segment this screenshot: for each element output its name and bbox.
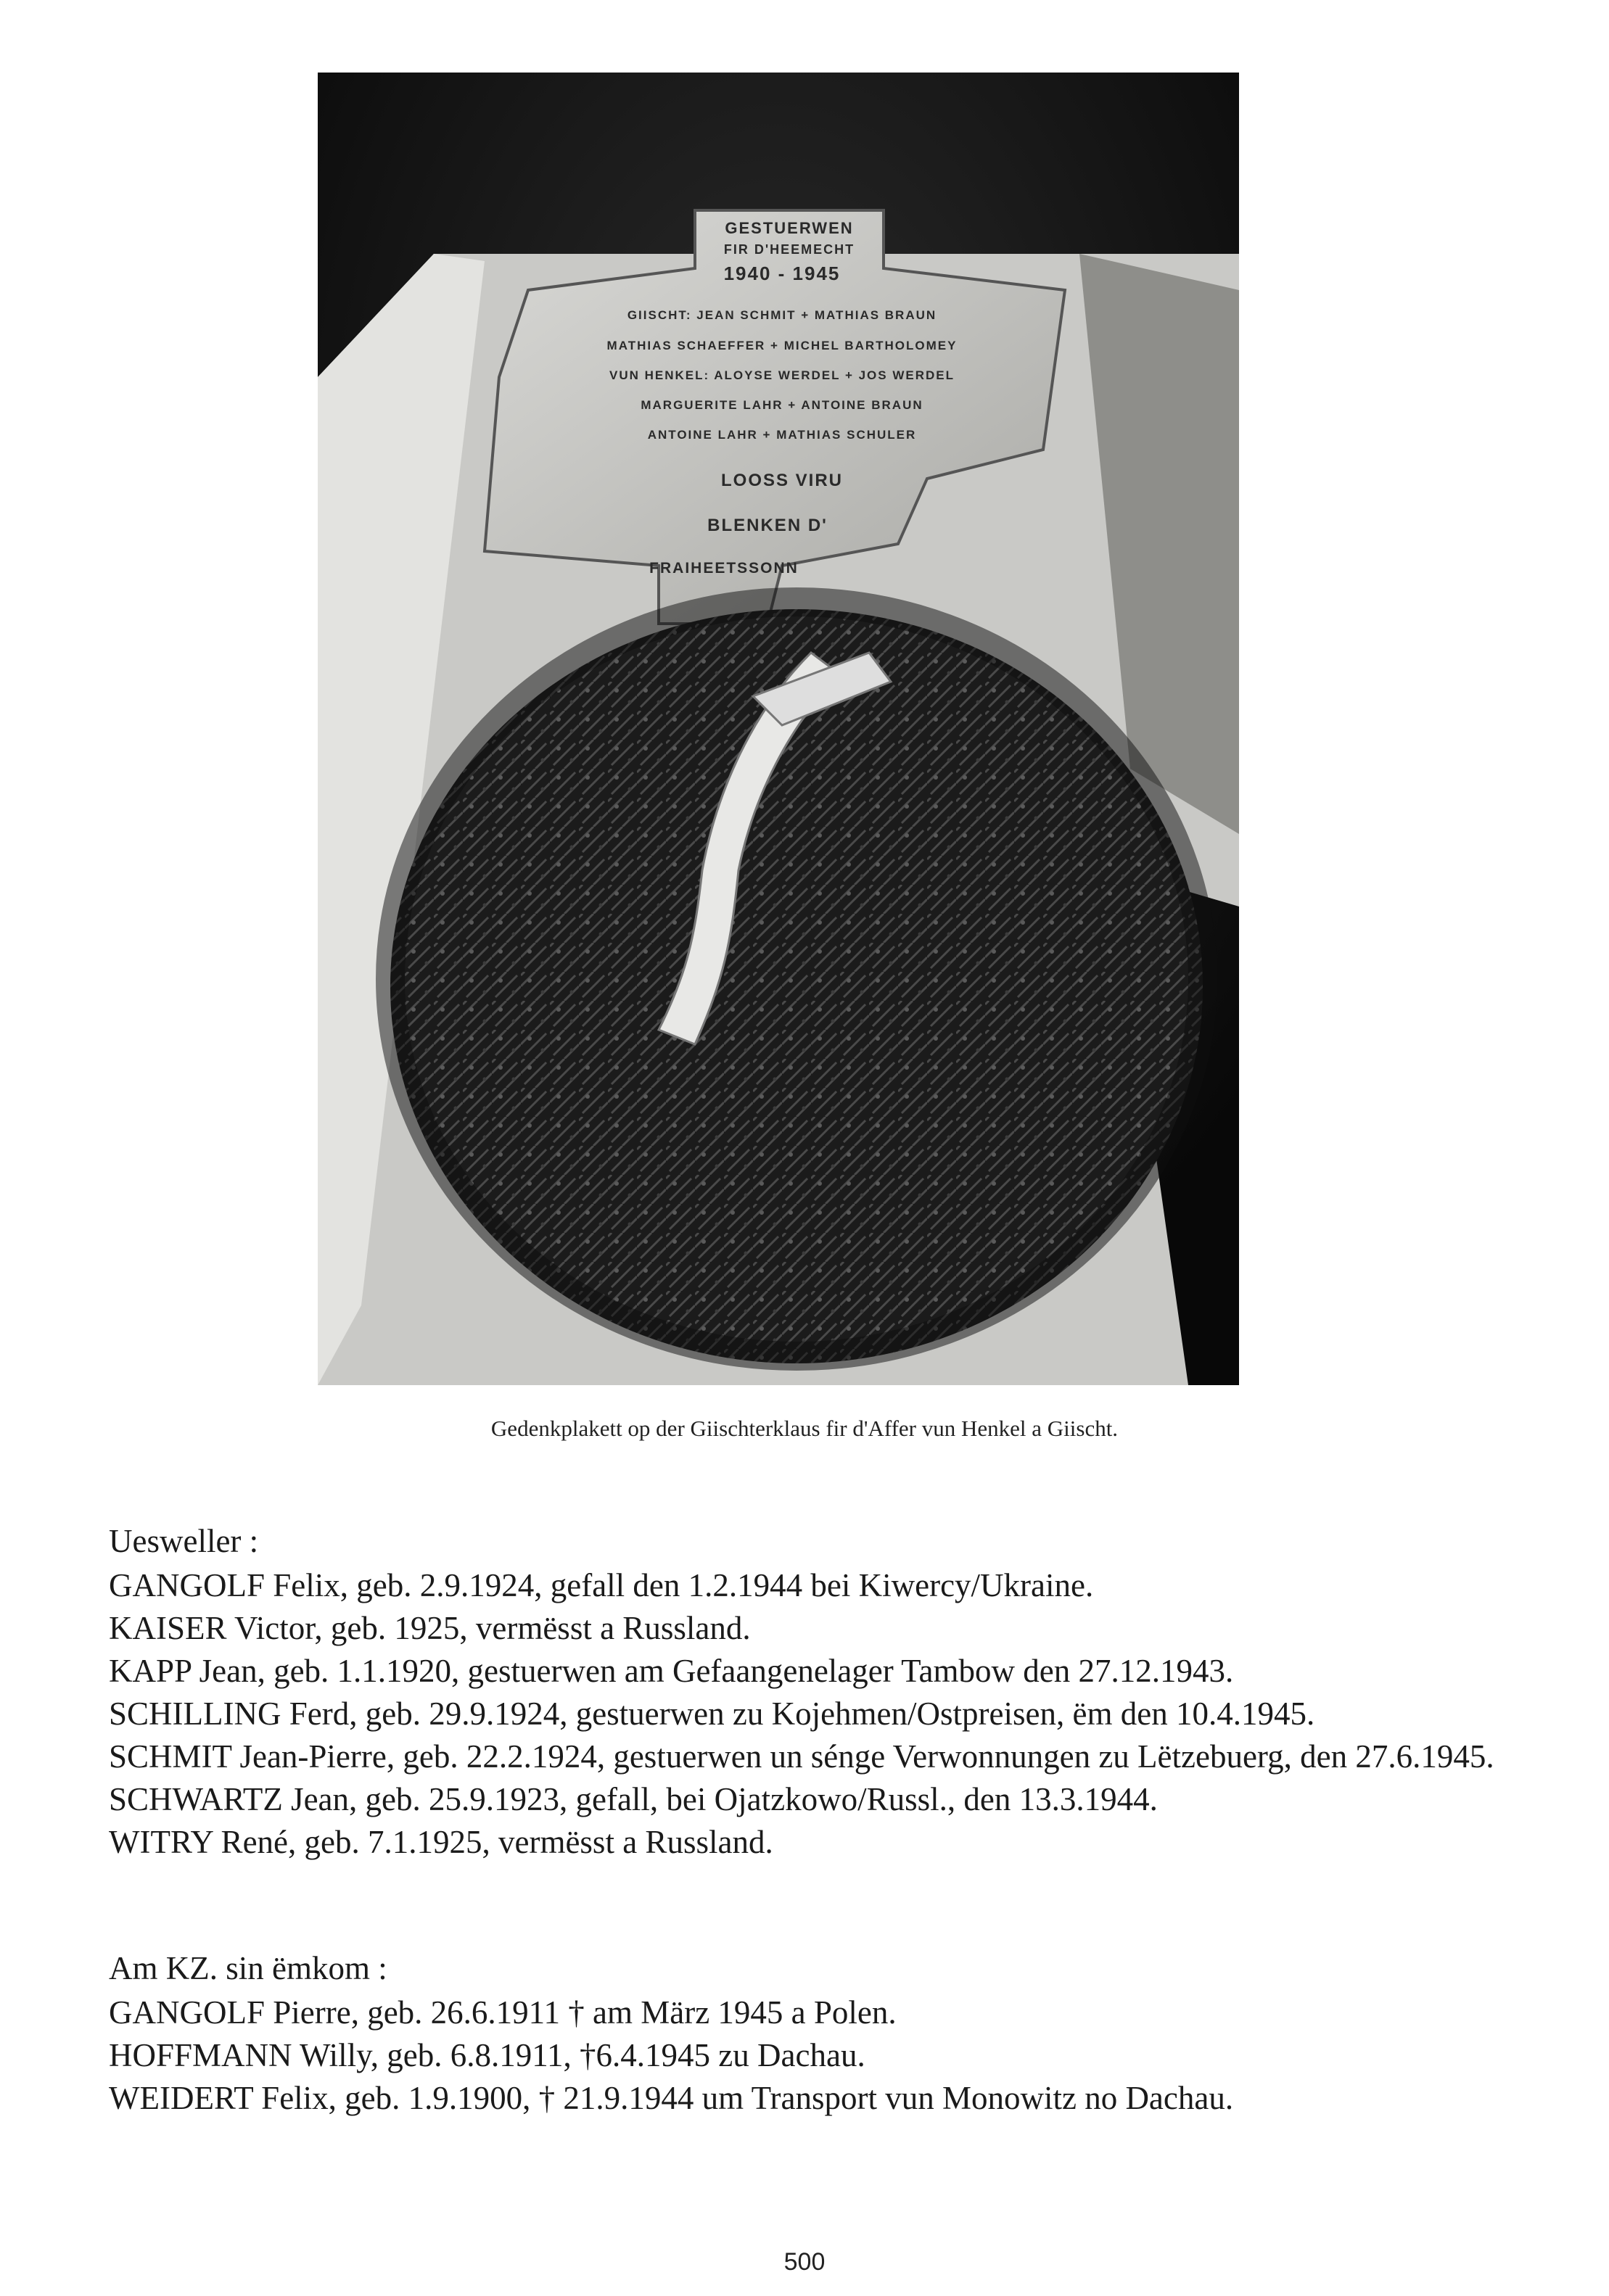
svg-text:MATHIAS SCHAEFFER + MICHEL BAR: MATHIAS SCHAEFFER + MICHEL BARTHOLOMEY	[606, 339, 958, 352]
svg-text:BLENKEN D': BLENKEN D'	[707, 516, 828, 535]
svg-text:1940 - 1945: 1940 - 1945	[723, 263, 841, 284]
section-kz	[109, 1947, 1523, 2120]
list-item: SCHMIT Jean-Pierre, geb. 22.2.1924, gestuerwen un sénge Verwonnungen zu Lëtzebuerg, den 27.6.1945.	[109, 1738, 1494, 1775]
list-item: HOFFMANN Willy, geb. 6.8.1911, †6.4.1945 zu Dachau.	[109, 2037, 865, 2073]
svg-text:GIISCHT: JEAN SCHMIT + MATHIAS: GIISCHT: JEAN SCHMIT + MATHIAS BRAUN	[627, 308, 937, 322]
list-item: GANGOLF Felix, geb. 2.9.1924, gefall den 1.2.1944 bei Kiwercy/Ukraine.	[109, 1567, 1094, 1603]
svg-text:FRAIHEETSSONN: FRAIHEETSSONN	[649, 560, 799, 577]
svg-text:VUN HENKEL: ALOYSE WERDEL + JO: VUN HENKEL: ALOYSE WERDEL + JOS WERDEL	[609, 368, 955, 382]
svg-text:FIR D'HEEMECHT: FIR D'HEEMECHT	[723, 242, 855, 257]
section-uesweller	[109, 1520, 1523, 1864]
photo-caption: Gedenkplakett op der Giischterklaus fir d'Affer vun Henkel a Giischt.	[490, 1416, 1119, 1441]
section-heading: Uesweller :	[109, 1523, 259, 1559]
list-item: WITRY René, geb. 7.1.1925, vermësst a Russland.	[109, 1824, 773, 1860]
page-number: 500	[783, 2248, 826, 2276]
svg-text:MARGUERITE LAHR + ANTOINE BRAU: MARGUERITE LAHR + ANTOINE BRAUN	[641, 398, 923, 412]
svg-text:GESTUERWEN: GESTUERWEN	[725, 219, 854, 237]
svg-text:ANTOINE LAHR + MATHIAS SCHULER: ANTOINE LAHR + MATHIAS SCHULER	[647, 428, 917, 442]
list-item: GANGOLF Pierre, geb. 26.6.1911 † am März 1945 a Polen.	[109, 1994, 897, 2031]
section-heading: Am KZ. sin ëmkom :	[109, 1950, 387, 1986]
list-item: KAPP Jean, geb. 1.1.1920, gestuerwen am Gefaangenelager Tambow den 27.12.1943.	[109, 1653, 1234, 1689]
list-item: SCHILLING Ferd, geb. 29.9.1924, gestuerwen zu Kojehmen/Ostpreisen, ëm den 10.4.1945.	[109, 1696, 1315, 1732]
memorial-plaque-illustration	[318, 73, 1239, 1385]
list-item: WEIDERT Felix, geb. 1.9.1900, † 21.9.1944 um Transport vun Monowitz no Dachau.	[109, 2080, 1234, 2116]
memorial-photo	[318, 73, 1239, 1385]
list-item: SCHWARTZ Jean, geb. 25.9.1923, gefall, bei Ojatzkowo/Russl., den 13.3.1944.	[109, 1781, 1158, 1817]
list-item: KAISER Victor, geb. 1925, vermësst a Russland.	[109, 1610, 751, 1646]
svg-text:LOOSS VIRU: LOOSS VIRU	[720, 471, 844, 490]
